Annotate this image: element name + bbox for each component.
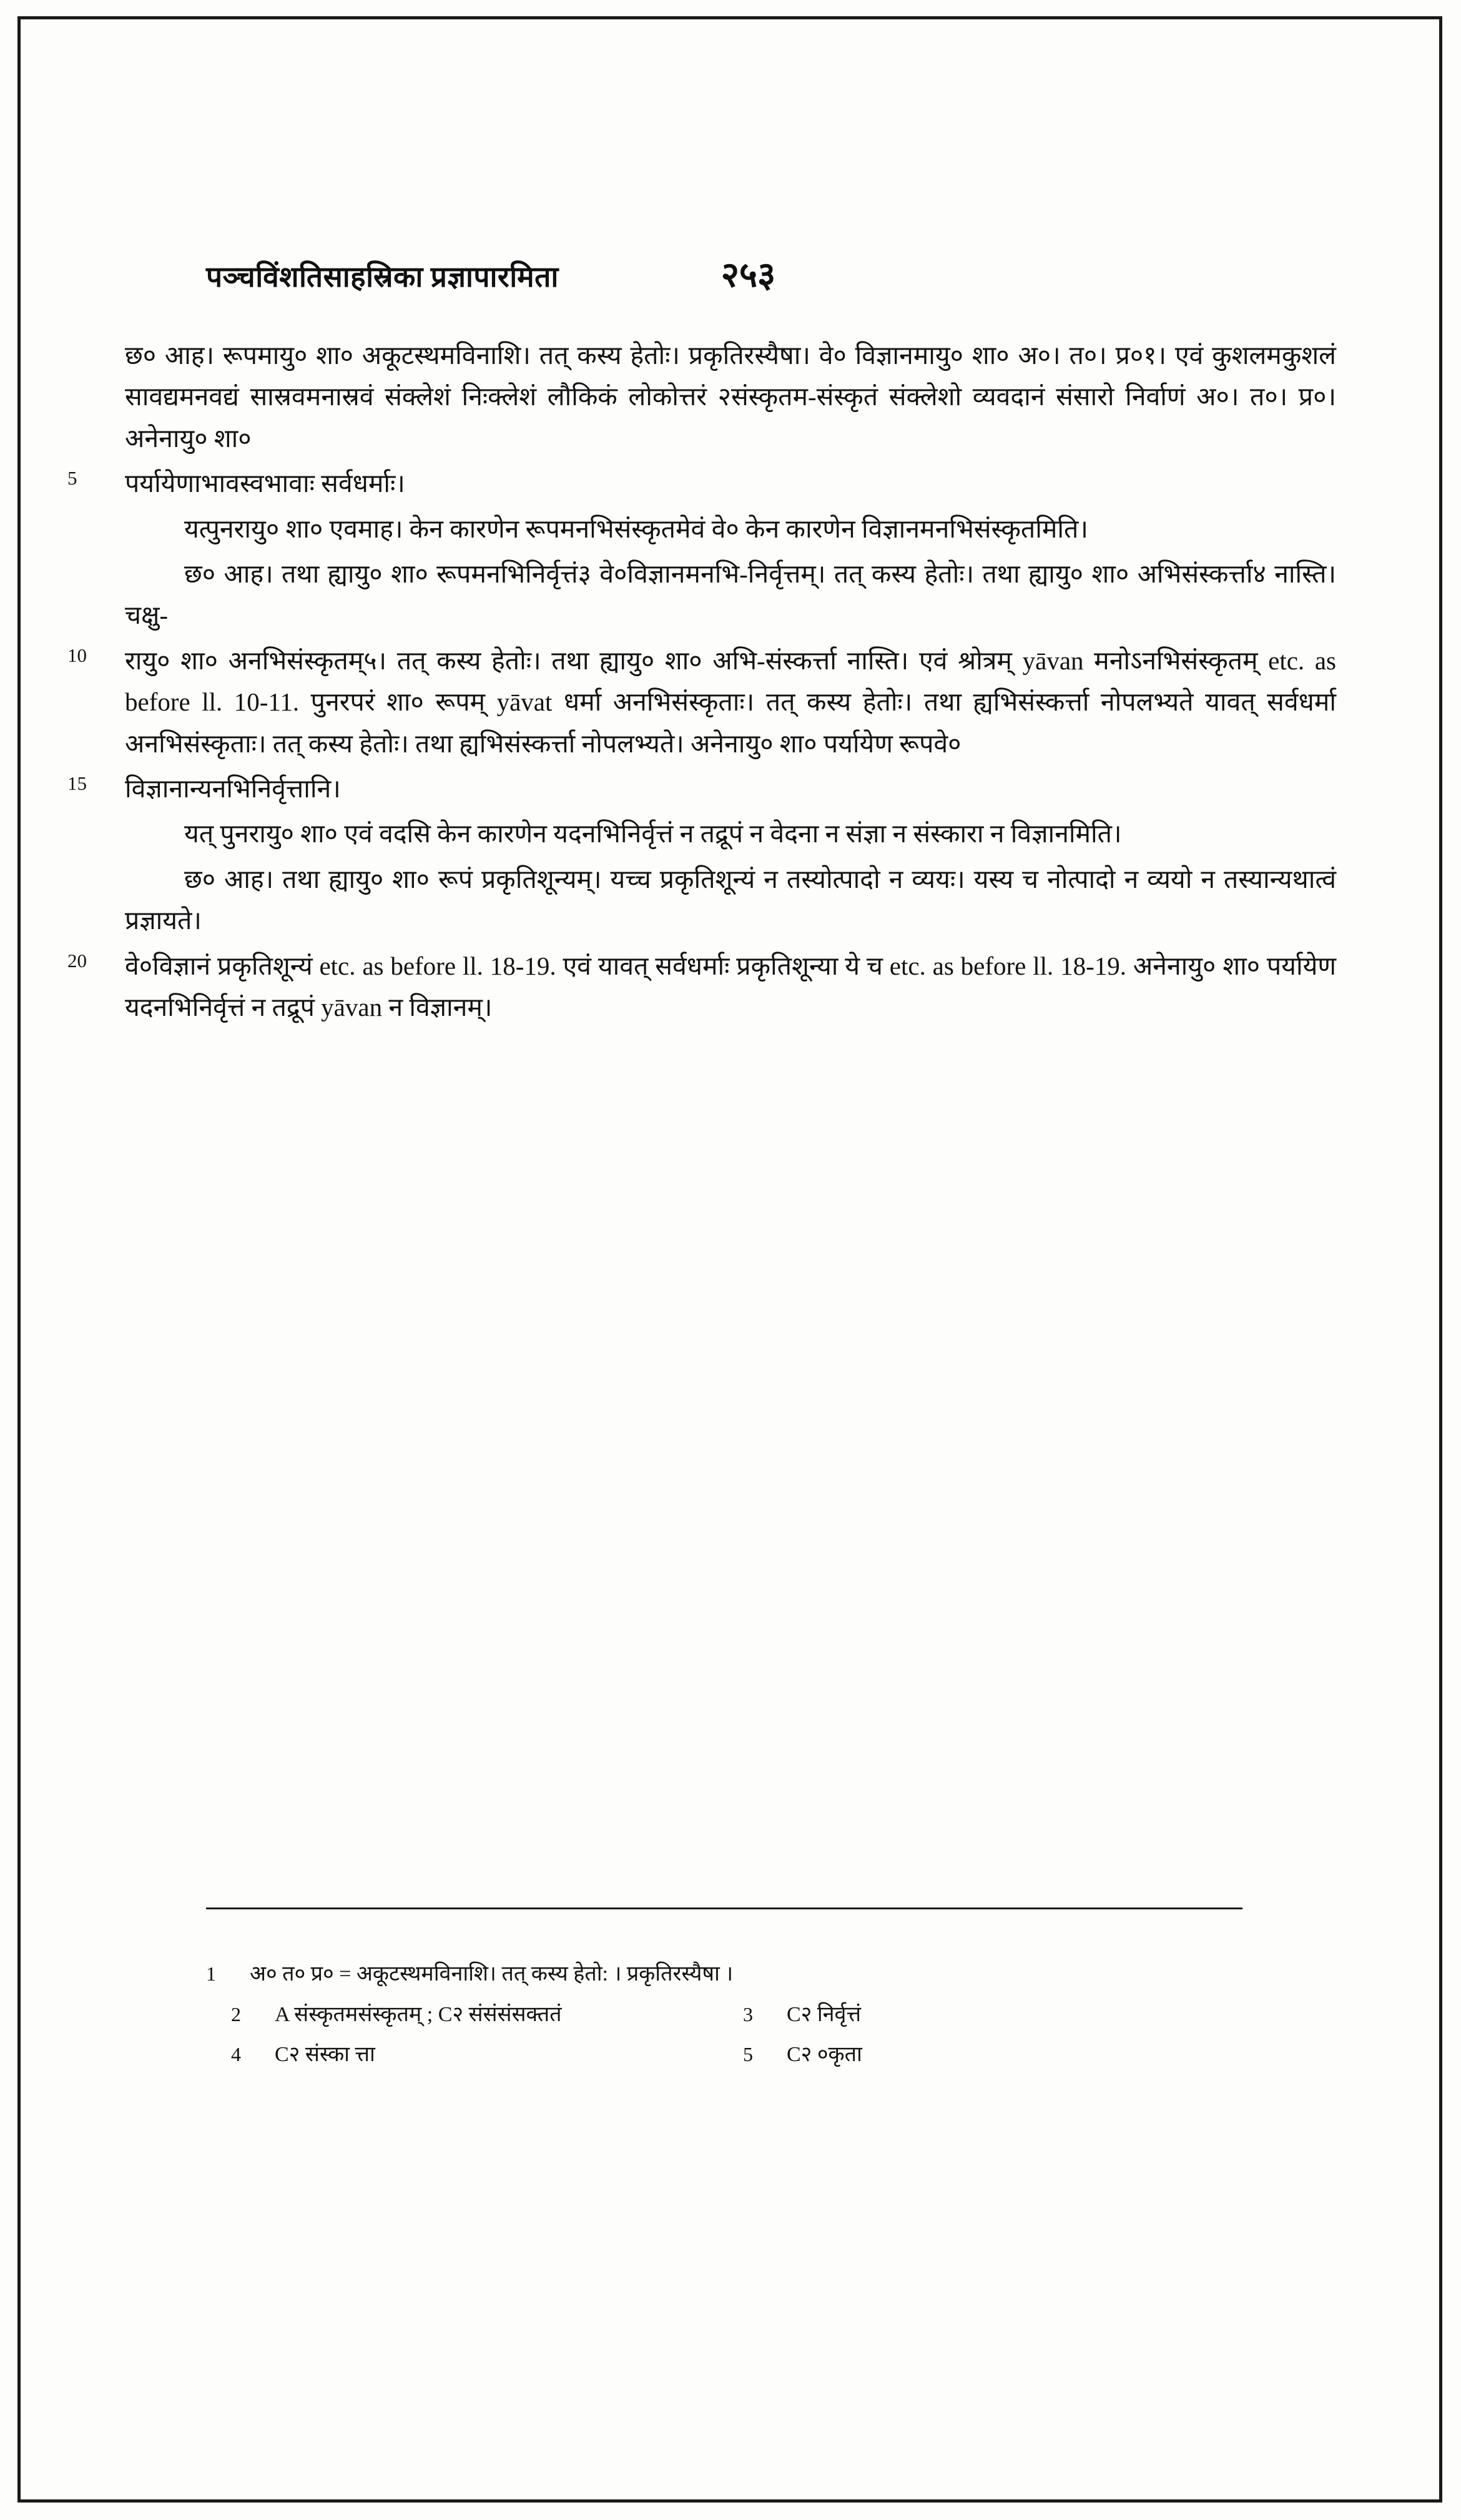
footnote-text: अ० त० प्र० = अकूटस्थमविनाशि। तत् कस्य हेतो: । प्रकृतिरस्यैषा । (250, 1962, 734, 1986)
footnote-row-pair (231, 1995, 1255, 2035)
paragraph-text: यत् पुनरायु० शा० एवं वदसि केन कारणेन यदनभिनिर्वृत्तं न तद्रूपं न वेदना न संज्ञा न संस्कारा न विज्ञानमिति। (184, 819, 1122, 849)
footnote-number: 2 (231, 2002, 241, 2025)
footnote-item (743, 1995, 1255, 2035)
paragraph-text: रायु० शा० अनभिसंस्कृतम्५। तत् कस्य हेतोः। तथा ह्यायु० शा० अभि-संस्कर्त्ता नास्ति। एवं श्रोत्रम् yāvan मनोऽनभिसंस्कृतम् etc. as before ll. 10-11. पुनरपरं शा० रूपम् yāvat धर्मा अनभिसंस्कृताः। तत् कस्य हेतोः। तथा ह्यभिसंस्कर्त्ता नोपलभ्यते यावत् सर्वधर्मा अनभिसंस्कृताः। तत् कस्य हेतोः। तथा ह्यभिसंस्कर्त्ता नोपलभ्यते। अनेनायु० शा० पर्यायेण रूपवे० (125, 646, 1336, 758)
paragraph-9 (67, 945, 1336, 1028)
paragraph-8 (125, 859, 1336, 942)
paragraph-text: छ० आह। तथा ह्यायु० शा० रूपमनभिनिर्वृत्तं३ वे०विज्ञानमनभि-निर्वृत्तम्। तत् कस्य हेतोः। तथा ह्यायु० शा० अभिसंस्कर्त्ता४ नास्ति। चक्षु- (125, 559, 1336, 630)
footnote-number: 4 (231, 2043, 241, 2066)
footnote-row-pair (231, 2035, 1255, 2075)
paragraph-text: विज्ञानान्यनभिनिर्वृत्तानि। (125, 774, 341, 804)
footnote-item (206, 1954, 1255, 1995)
paragraph-2 (67, 463, 1336, 504)
footnote-item (743, 2035, 1255, 2075)
line-number: 15 (67, 772, 87, 795)
line-number: 20 (67, 949, 87, 972)
paragraph-7 (125, 813, 1336, 854)
paragraph-text: यत्पुनरायु० शा० एवमाह। केन कारणेन रूपमनभिसंस्कृतमेवं वे० केन कारणेन विज्ञानमनभिसंस्कृतमिति। (184, 514, 1088, 543)
footnote-text: C२ निर्वृत्तं (787, 2002, 861, 2026)
footnote-divider (206, 1907, 1242, 1909)
page-header (125, 250, 1336, 297)
body-text (67, 335, 1336, 1028)
footnote-item (231, 1995, 743, 2035)
paragraph-3 (125, 508, 1336, 549)
footnote-number: 1 (206, 1962, 216, 1985)
paragraph-4 (125, 553, 1336, 636)
line-number: 5 (67, 467, 77, 490)
footnote-text: C२ संस्का त्ता (275, 2043, 375, 2067)
paragraph-text: छ० आह। रूपमायु० शा० अकूटस्थमविनाशि। तत् कस्य हेतोः। प्रकृतिरस्यैषा। वे० विज्ञानमायु० शा० अ०। त०। प्र०१। एवं कुशलमकुशलं सावद्यमनवद्यं सास्रवमनास्रवं संक्लेशं निःक्लेशं लौकिकं लोकोत्तरं २संस्कृतम-संस्कृतं संक्लेशो व्यवदानं संसारो निर्वाणं अ०। त०। प्र०। अनेनायु० शा० (125, 341, 1336, 453)
paragraph-text: पर्यायेणाभावस्वभावाः सर्वधर्माः। (125, 469, 405, 498)
paragraph-text: वे०विज्ञानं प्रकृतिशून्यं etc. as before ll. 18-19. एवं यावत् सर्वधर्माः प्रकृतिशून्या ये च etc. as before ll. 18-19. अनेनायु० शा० पर्यायेण यदनभिनिर्वृत्तं न तद्रूपं yāvan न विज्ञानम्। (125, 951, 1336, 1022)
footnote-item (231, 2035, 743, 2075)
footnote-text: A संस्कृतमसंस्कृतम् ; C२ संसंसंसक्ततं (275, 2002, 562, 2026)
page-content (67, 250, 1336, 1032)
footnote-number: 3 (743, 2002, 753, 2025)
paragraph-1 (125, 335, 1336, 459)
page-title: पञ्चविंशतिसाहस्रिका प्रज्ञापारमिता (206, 261, 559, 293)
page-number: २५३ (721, 256, 776, 295)
footnote-number: 5 (743, 2043, 753, 2066)
paragraph-5 (67, 640, 1336, 764)
paragraph-text: छ० आह। तथा ह्यायु० शा० रूपं प्रकृतिशून्यम्। यच्च प्रकृतिशून्यं न तस्योत्पादो न व्ययः। यस्य च नोत्पादो न व्ययो न तस्यान्यथात्वं प्रज्ञायते। (125, 864, 1336, 935)
line-number: 10 (67, 644, 87, 666)
paragraph-6 (67, 768, 1336, 809)
footnotes (206, 1954, 1255, 2075)
footnote-text: C२ ०कृता (787, 2043, 862, 2067)
